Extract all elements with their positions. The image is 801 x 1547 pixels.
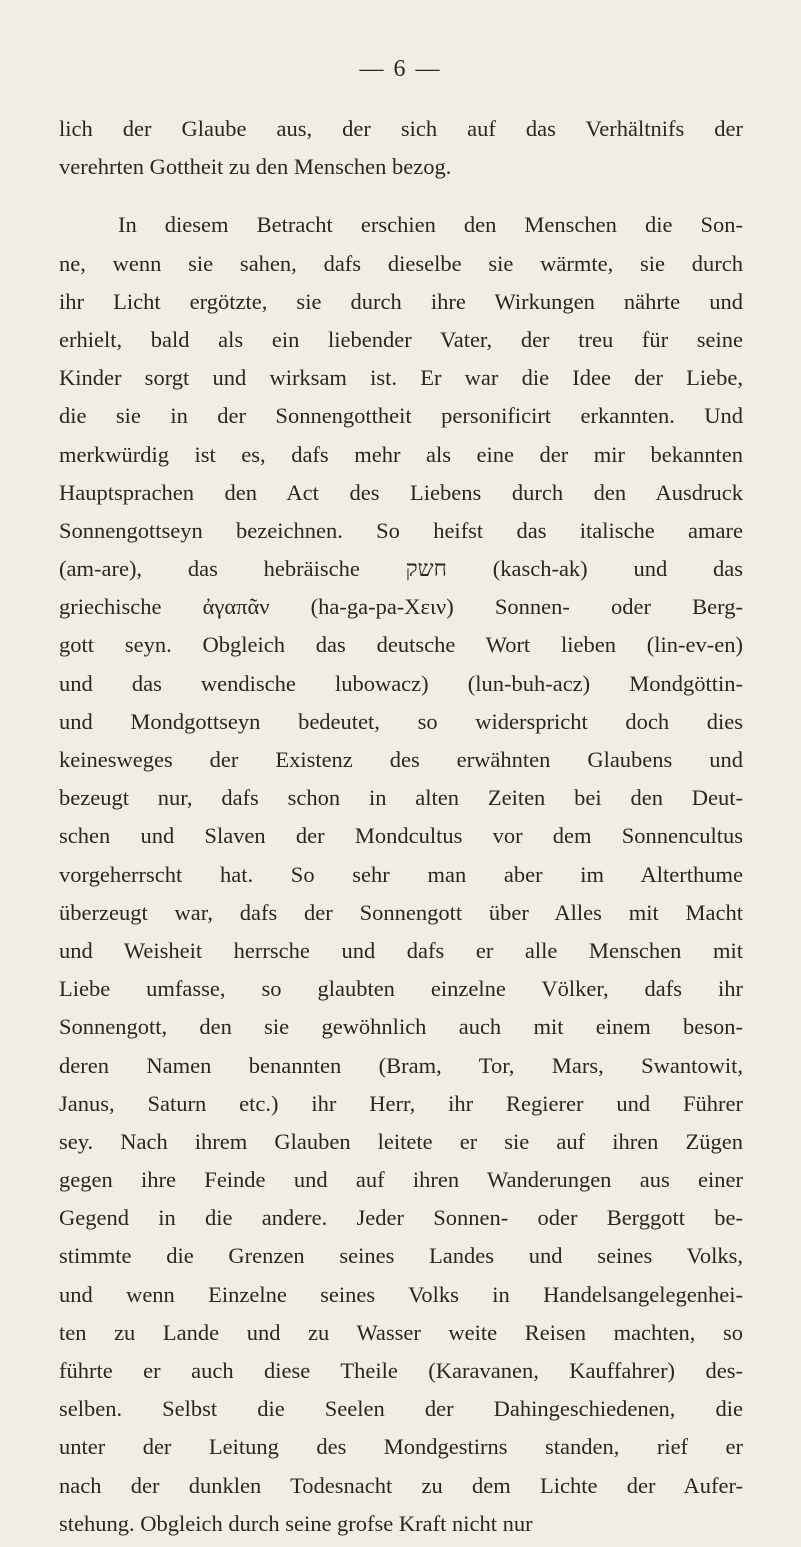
text-line: und Mondgottseyn bedeutet, so widerspricht doch dies bbox=[59, 708, 743, 734]
text-line: verehrten Gottheit zu den Menschen bezog. bbox=[59, 154, 452, 180]
text-line: und wenn Einzelne seines Volks in Handelsangelegenhei- bbox=[59, 1281, 743, 1307]
text-line: Hauptsprachen den Act des Liebens durch den Ausdruck bbox=[59, 479, 743, 505]
text-line: selben. Selbst die Seelen der Dahingeschiedenen, die bbox=[59, 1396, 743, 1422]
text-line: überzeugt war, dafs der Sonnengott über Alles mit Macht bbox=[59, 899, 743, 925]
text-line: führte er auch diese Theile (Karavanen, Kauffahrer) des- bbox=[59, 1358, 743, 1383]
text-line: ten zu Lande und zu Wasser weite Reisen machten, so bbox=[59, 1319, 743, 1345]
text-line: Sonnengottseyn bezeichnen. So heifst das italische amare bbox=[59, 517, 743, 543]
text-line: gott seyn. Obgleich das deutsche Wort lieben (lin-ev-en) bbox=[59, 632, 743, 658]
text-line: unter der Leitung des Mondgestirns standen, rief er bbox=[59, 1434, 743, 1460]
text-line: erhielt, bald als ein liebender Vater, der treu für seine bbox=[59, 326, 743, 352]
text-line: nach der dunklen Todesnacht zu dem Lichte der Aufer- bbox=[59, 1472, 743, 1498]
text-line: sey. Nach ihrem Glauben leitete er sie auf ihren Zügen bbox=[59, 1128, 743, 1154]
text-line: die sie in der Sonnengottheit personificirt erkannten. Und bbox=[59, 403, 743, 429]
text-line: Sonnengott, den sie gewöhnlich auch mit einem beson- bbox=[59, 1014, 743, 1040]
text-line: gegen ihre Feinde und auf ihren Wanderungen aus einer bbox=[59, 1167, 743, 1193]
body-text bbox=[59, 110, 743, 1543]
text-line: vorgeherrscht hat. So sehr man aber im Alterthume bbox=[59, 861, 743, 887]
text-line: ne, wenn sie sahen, dafs dieselbe sie wärmte, sie durch bbox=[59, 250, 743, 276]
text-line: Liebe umfasse, so glaubten einzelne Völker, dafs ihr bbox=[59, 976, 743, 1002]
text-line: lich der Glaube aus, der sich auf das Verhältnifs der bbox=[59, 116, 743, 141]
text-line: stehung. Obgleich durch seine grofse Kraft nicht nur bbox=[59, 1510, 533, 1536]
text-line: Janus, Saturn etc.) ihr Herr, ihr Regierer und Führer bbox=[59, 1090, 743, 1116]
text-line: (am-are), das hebräische חשק (kasch-ak) und das bbox=[59, 556, 744, 582]
text-line: und Weisheit herrsche und dafs er alle Menschen mit bbox=[59, 937, 743, 963]
text-line: griechische ἀγαπᾶν (ha-ga-pa-Χειν) Sonnen- oder Berg- bbox=[59, 594, 743, 620]
text-line: keinesweges der Existenz des erwähnten Glaubens und bbox=[59, 747, 743, 772]
paragraph bbox=[59, 206, 743, 1543]
text-line: In diesem Betracht erschien den Menschen die Son- bbox=[118, 212, 743, 238]
text-line: deren Namen benannten (Bram, Tor, Mars, Swantowit, bbox=[59, 1052, 743, 1078]
text-line: stimmte die Grenzen seines Landes und seines Volks, bbox=[59, 1243, 743, 1269]
text-line: und das wendische lubowacz) (lun-buh-acz) Mondgöttin- bbox=[59, 670, 743, 696]
text-line: bezeugt nur, dafs schon in alten Zeiten bei den Deut- bbox=[59, 785, 743, 811]
text-line: Gegend in die andere. Jeder Sonnen- oder Berggott be- bbox=[59, 1205, 743, 1231]
text-line: schen und Slaven der Mondcultus vor dem Sonnencultus bbox=[59, 823, 743, 849]
text-line: merkwürdig ist es, dafs mehr als eine der mir bekannten bbox=[59, 441, 743, 467]
text-line: ihr Licht ergötzte, sie durch ihre Wirkungen nährte und bbox=[59, 288, 743, 314]
page-number-header: — 6 — bbox=[359, 56, 442, 82]
paragraph bbox=[59, 110, 743, 186]
text-line: Kinder sorgt und wirksam ist. Er war die Idee der Liebe, bbox=[59, 365, 743, 391]
